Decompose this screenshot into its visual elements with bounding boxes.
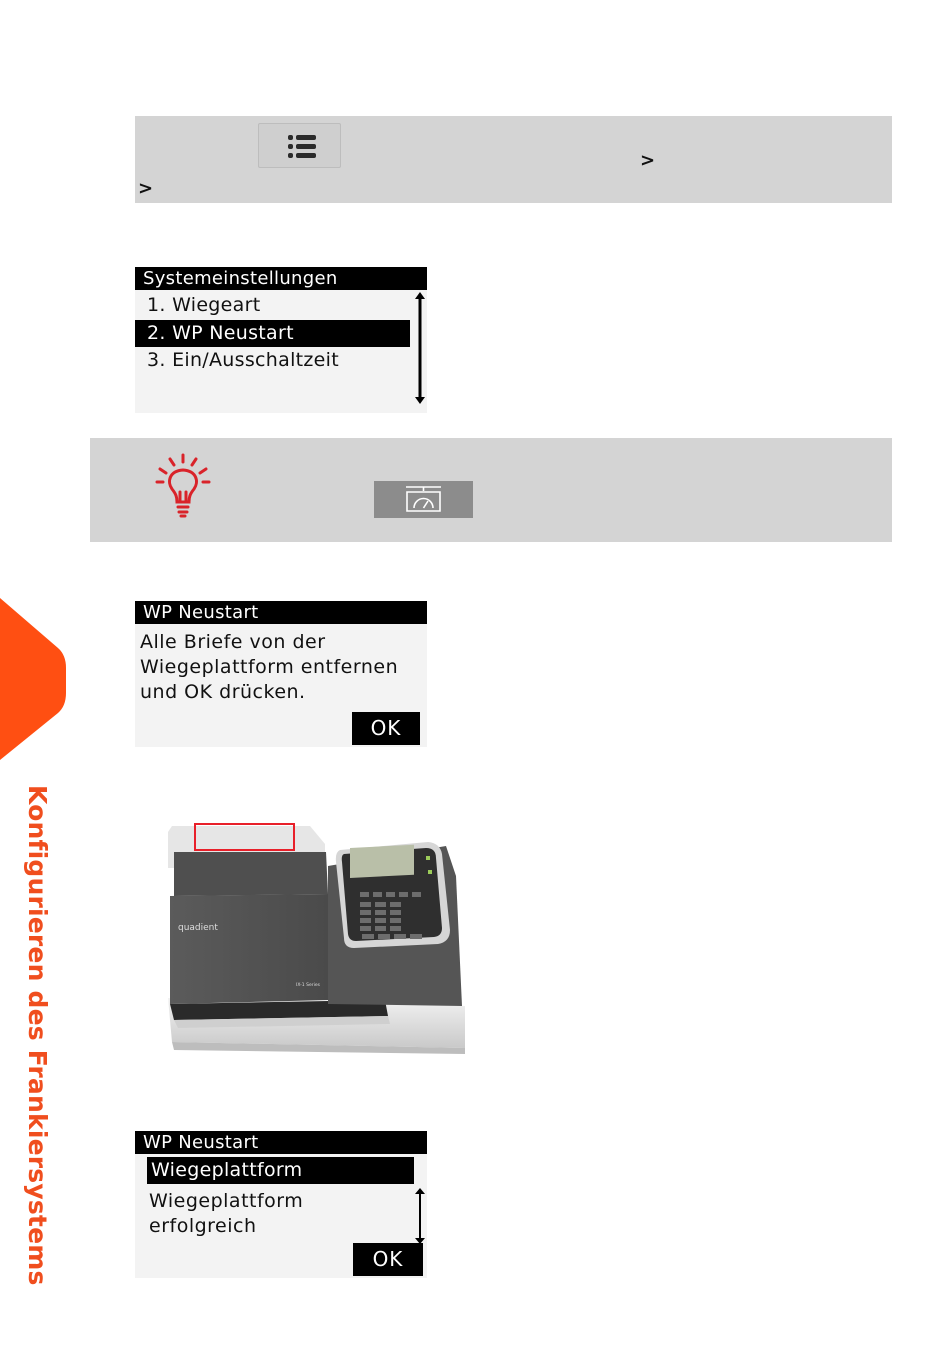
message-line: erfolgreich xyxy=(149,1215,257,1237)
menu-item-weighing-mode[interactable]: 1. Wiegeart xyxy=(147,294,261,316)
section-header: Wiegeplattform xyxy=(147,1157,414,1184)
scale-icon xyxy=(374,481,473,518)
list-menu-icon xyxy=(259,124,342,169)
series-label: IX-1 Series xyxy=(296,983,320,988)
lcd-screen-wp-success xyxy=(135,1131,427,1278)
menu-item-wp-restart[interactable]: 2. WP Neustart xyxy=(135,320,410,347)
chevron-separator: > xyxy=(640,150,656,171)
scrollbar[interactable] xyxy=(414,1188,426,1244)
chevron-separator: > xyxy=(138,178,154,199)
section-label-text: Konfigurieren des Frankiersystems xyxy=(23,785,52,1286)
brand-label: quadient xyxy=(178,923,218,933)
message-line: und OK drücken. xyxy=(140,681,306,703)
ok-button[interactable]: OK xyxy=(352,712,420,745)
menu-button[interactable] xyxy=(258,123,341,168)
scrollbar[interactable] xyxy=(414,292,426,404)
menu-item-on-off-time[interactable]: 3. Ein/Ausschaltzeit xyxy=(147,349,339,371)
screen-title: Systemeinstellungen xyxy=(135,267,427,290)
lcd-screen-wp-restart xyxy=(135,601,427,747)
lightbulb-icon xyxy=(150,452,216,522)
instruction-bar xyxy=(135,116,892,203)
screen-title: WP Neustart xyxy=(135,1131,427,1154)
message-line: Wiegeplattform xyxy=(149,1190,304,1212)
ok-button[interactable]: OK xyxy=(353,1243,423,1276)
message-line: Alle Briefe von der xyxy=(140,631,326,653)
screen-title: WP Neustart xyxy=(135,601,427,624)
franking-machine-image xyxy=(160,810,470,1065)
message-line: Wiegeplattform entfernen xyxy=(140,656,399,678)
side-tab xyxy=(0,598,66,760)
scale-button[interactable] xyxy=(374,481,473,518)
lcd-screen-system-settings xyxy=(135,267,427,413)
